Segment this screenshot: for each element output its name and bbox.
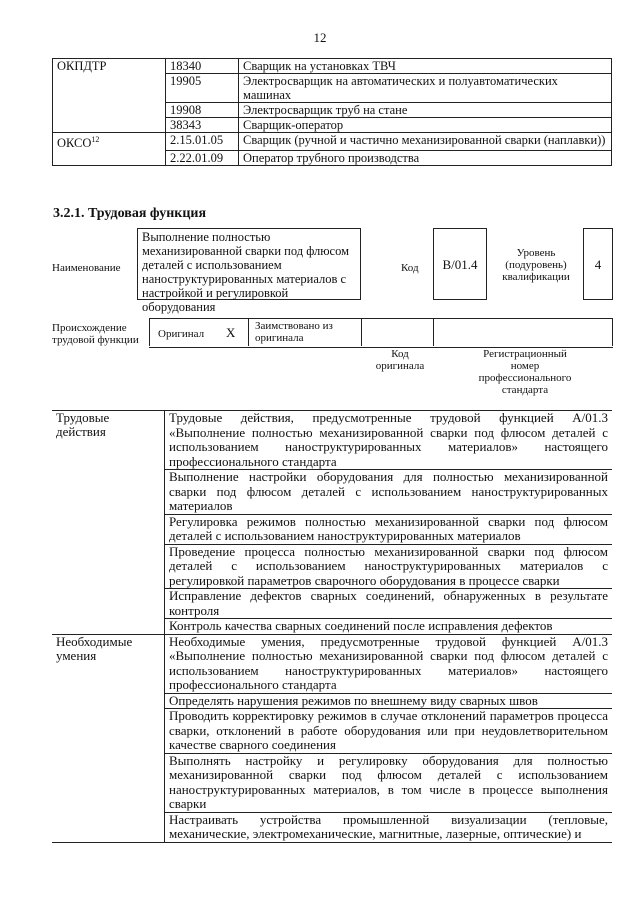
classification-label-text: ОКСО bbox=[57, 136, 92, 151]
classification-label bbox=[53, 74, 166, 103]
classification-code: 38343 bbox=[166, 118, 239, 133]
classification-row bbox=[53, 103, 612, 118]
function-code-box bbox=[433, 228, 487, 300]
detail-row bbox=[52, 411, 612, 470]
original-label: Оригинал bbox=[158, 328, 205, 340]
name-label: Наименование bbox=[52, 262, 121, 274]
classification-row bbox=[53, 150, 612, 165]
classification-title: Сварщик-оператор bbox=[239, 118, 612, 133]
classification-code: 2.15.01.05 bbox=[166, 133, 239, 151]
section-heading: 3.2.1. Трудовая функция bbox=[53, 206, 207, 221]
classification-code: 18340 bbox=[166, 59, 239, 74]
classification-label bbox=[53, 118, 166, 133]
classification-label bbox=[53, 59, 166, 74]
detail-item: Контроль качества сварных соединений после исправления дефектов bbox=[165, 619, 613, 635]
detail-item: Проведение процесса полностью механизированной сварки под флюсом деталей с использованием наноструктурированных материалов с регулировкой параметров сварочного оборудования в процессе сварки bbox=[165, 544, 613, 589]
classification-title: Электросварщик труб на стане bbox=[239, 103, 612, 118]
detail-item: Настраивать устройства промышленной визуализации (тепловые, механические, электромеханические, магнитные, лазерные, оптические) и bbox=[165, 812, 613, 842]
classification-title: Оператор трубного производства bbox=[239, 150, 612, 165]
original-mark: X bbox=[226, 325, 236, 340]
classification-table bbox=[52, 58, 612, 166]
classification-title: Сварщик на установках ТВЧ bbox=[239, 59, 612, 74]
reg-number-label: Регистрационный номер профессионального стандарта bbox=[478, 348, 572, 396]
level-label: Уровень (подуровень) квалификации bbox=[502, 247, 570, 283]
classification-code: 19908 bbox=[166, 103, 239, 118]
classification-code: 19905 bbox=[166, 74, 239, 103]
borrowed-label: Заимствовано из оригинала bbox=[255, 320, 333, 344]
classification-row bbox=[53, 118, 612, 133]
detail-item: Выполнение настройки оборудования для полностью механизированной сварки под флюсом деталей с использованием наноструктурированных материалов bbox=[165, 470, 613, 515]
detail-item: Трудовые действия, предусмотренные трудовой функцией А/01.3 «Выполнение полностью механизированной сварки под флюсом деталей с использованием наноструктурированных материалов» настоящего профессионального стандарта bbox=[165, 411, 613, 470]
classification-title: Электросварщик на автоматических и полуавтоматических машинах bbox=[239, 74, 612, 103]
origin-label: Происхождение трудовой функции bbox=[52, 322, 139, 346]
detail-item: Проводить корректировку режимов в случае отклонений параметров процесса сварки, отклонений в работе оборудования или при неудовлетворительном качестве сварного соединения bbox=[165, 709, 613, 754]
origin-row bbox=[149, 318, 613, 348]
function-name-box bbox=[137, 228, 361, 314]
classification-code: 2.22.01.09 bbox=[166, 150, 239, 165]
section-label: Трудовые действия bbox=[52, 411, 165, 635]
classification-label bbox=[53, 133, 166, 151]
classification-label-text: ОКПДТР bbox=[57, 59, 107, 73]
function-details-table bbox=[52, 410, 612, 843]
classification-row bbox=[53, 74, 612, 103]
classification-row bbox=[53, 133, 612, 151]
level-box bbox=[583, 228, 613, 300]
classification-row bbox=[53, 59, 612, 74]
detail-row bbox=[52, 634, 612, 693]
code-original-label: Код оригинала bbox=[375, 348, 425, 372]
detail-item: Исправление дефектов сварных соединений, обнаруженных в результате контроля bbox=[165, 589, 613, 619]
detail-item: Регулировка режимов полностью механизированной сварки под флюсом деталей с использованием наноструктурированных материалов bbox=[165, 514, 613, 544]
section-label: Необходимые умения bbox=[52, 634, 165, 842]
code-label: Код bbox=[401, 262, 419, 274]
level-value: 4 bbox=[594, 257, 602, 272]
function-code-value: В/01.4 bbox=[442, 257, 478, 272]
function-name-value: Выполнение полностью механизированной сварки под флюсом деталей с использованием наноструктурированных материалов с настройкой и регулировкой оборудования bbox=[142, 230, 350, 314]
page-number: 12 bbox=[313, 30, 327, 45]
classification-title: Сварщик (ручной и частично механизированной сварки (наплавки)) bbox=[239, 133, 612, 151]
detail-item: Выполнять настройку и регулировку оборудования для полностью механизированной сварки под флюсом деталей с использованием наноструктурированных материалов, в том числе в процессе выполнения сварки bbox=[165, 753, 613, 812]
classification-label bbox=[53, 103, 166, 118]
classification-label bbox=[53, 150, 166, 165]
detail-item: Определять нарушения режимов по внешнему виду сварных швов bbox=[165, 693, 613, 709]
detail-item: Необходимые умения, предусмотренные трудовой функцией А/01.3 «Выполнение полностью механизированной сварки под флюсом деталей с использованием наноструктурированных материалов» настоящего профессионального стандарта bbox=[165, 634, 613, 693]
footnote-mark: 12 bbox=[91, 135, 100, 144]
